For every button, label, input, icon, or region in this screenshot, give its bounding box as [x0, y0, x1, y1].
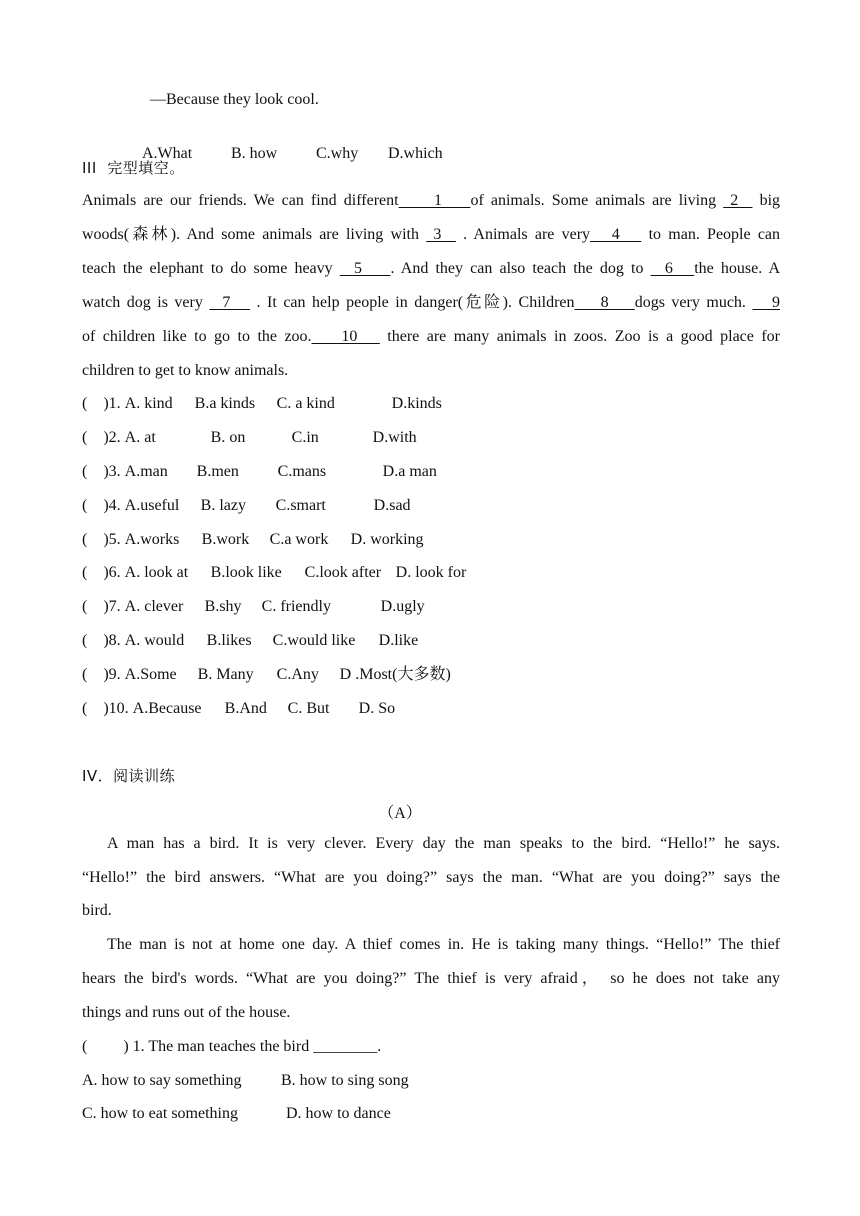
- question-number: ( )5.: [82, 531, 125, 548]
- reading-p1-line-1: A man has a bird. It is very clever. Every day the man speaks to the bird. “Hello!” he says.: [107, 835, 780, 852]
- option-c: C.why: [316, 145, 359, 162]
- option-d: D. So: [358, 700, 396, 717]
- question-8: [82, 631, 418, 651]
- option-d: D.kinds: [391, 395, 442, 412]
- option-a: A. how to say something: [82, 1072, 242, 1089]
- reading-q1-options-row-2: [82, 1104, 391, 1124]
- option-b: B.a kinds: [194, 395, 256, 412]
- option-d: D .Most(大多数): [339, 666, 451, 683]
- blank-7: 7: [209, 294, 250, 311]
- option-b: B. on: [210, 429, 246, 446]
- option-c: C. friendly: [261, 598, 331, 615]
- text: . Animals are very: [455, 226, 591, 243]
- question-2: [82, 428, 417, 448]
- question-number: ( )6.: [82, 564, 125, 581]
- question-10: [82, 699, 395, 719]
- question-number: ( )2.: [82, 429, 125, 446]
- text: of children like to go to the zoo.: [82, 328, 312, 345]
- option-d: D.with: [372, 429, 417, 446]
- reading-p2-line-2: hears the bird's words. “What are you doing?” The thief is very afraid， so he does not take any: [82, 970, 780, 987]
- option-a: A. look at: [124, 564, 189, 581]
- option-b: B.And: [224, 700, 267, 717]
- question-1: [82, 394, 442, 414]
- text: the house. A: [694, 260, 781, 277]
- option-c: C.a work: [269, 531, 329, 548]
- option-c: C. how to eat something: [82, 1105, 238, 1122]
- question-6: [82, 563, 466, 583]
- option-a: A.works: [124, 531, 180, 548]
- option-c: C. But: [287, 700, 330, 717]
- option-a: A. would: [124, 632, 185, 649]
- option-a: A. kind: [124, 395, 173, 412]
- option-c: C.mans: [277, 463, 327, 480]
- option-a: A. at: [124, 429, 156, 446]
- option-b: B. lazy: [200, 497, 246, 514]
- option-a: A.man: [124, 463, 168, 480]
- question-7: [82, 597, 425, 617]
- option-c: C.in: [291, 429, 319, 446]
- passage-line-4: [82, 293, 780, 313]
- passage-line-1: [82, 191, 780, 211]
- reading-q1-options-row-1: [82, 1071, 409, 1091]
- passage-line-3: [82, 259, 780, 279]
- reading-p2-line-3: things and runs out of the house.: [82, 1004, 291, 1021]
- option-b: B.look like: [210, 564, 282, 581]
- option-a: A.Because: [132, 700, 202, 717]
- passage-label: （A）: [378, 805, 422, 822]
- text: woods(森林). And some animals are living with: [82, 226, 427, 243]
- option-d: D.which: [388, 145, 443, 162]
- option-a: A. clever: [124, 598, 184, 615]
- reading-question-1: ( ) 1. The man teaches the bird ________.: [82, 1038, 382, 1055]
- option-c: C.smart: [275, 497, 326, 514]
- question-4: [82, 496, 411, 516]
- text: . It can help people in danger(危险). Children: [250, 294, 575, 311]
- blank-1: 1: [398, 192, 471, 209]
- question-3: [82, 462, 437, 482]
- question-number: ( )9.: [82, 666, 125, 683]
- reading-p1-line-2: “Hello!” the bird answers. “What are you doing?” says the man. “What are you doing?” says the: [82, 869, 780, 886]
- option-d: D. how to dance: [286, 1105, 391, 1122]
- option-a: A.useful: [124, 497, 180, 514]
- answer-line: —Because they look cool.: [150, 91, 319, 108]
- option-d: D.a man: [382, 463, 437, 480]
- blank-9: 9: [752, 294, 781, 311]
- option-c: C. a kind: [276, 395, 335, 412]
- question-number: ( )8.: [82, 632, 125, 649]
- option-d: D. working: [350, 531, 424, 548]
- option-a: A.Some: [124, 666, 177, 683]
- text: watch dog is very: [82, 294, 210, 311]
- option-d: D.like: [378, 632, 419, 649]
- blank-4: 4: [590, 226, 642, 243]
- text: . And they can also teach the dog to: [390, 260, 651, 277]
- blank-8: 8: [574, 294, 635, 311]
- section-3-title: III 完型填空。: [82, 159, 185, 177]
- blank-2: 2: [723, 192, 753, 209]
- question-number: ( )1.: [82, 395, 125, 412]
- option-b: B. how: [231, 145, 278, 162]
- text: teach the elephant to do some heavy: [82, 260, 340, 277]
- option-b: B.shy: [204, 598, 242, 615]
- reading-p2-line-1: The man is not at home one day. A thief comes in. He is taking many things. “Hello!” The thief: [107, 936, 780, 953]
- text: to man. People can: [641, 226, 781, 243]
- text: Animals are our friends. We can find different: [82, 192, 399, 209]
- blank-3: 3: [426, 226, 456, 243]
- blank-5: 5: [339, 260, 391, 277]
- reading-p1-line-3: bird.: [82, 902, 112, 919]
- text: there are many animals in zoos. Zoo is a good place for: [379, 328, 781, 345]
- text: of animals. Some animals are living: [470, 192, 724, 209]
- option-b: B. Many: [197, 666, 254, 683]
- option-c: C.look after: [304, 564, 382, 581]
- section-4-title: IV．阅读训练: [82, 767, 176, 785]
- question-number: ( )7.: [82, 598, 125, 615]
- passage-line-6: children to get to know animals.: [82, 362, 289, 379]
- option-d: D.sad: [373, 497, 411, 514]
- text: dogs very much.: [634, 294, 753, 311]
- option-d: D. look for: [395, 564, 467, 581]
- option-b: B.work: [201, 531, 250, 548]
- option-d: D.ugly: [380, 598, 425, 615]
- blank-6: 6: [650, 260, 695, 277]
- passage-line-2: [82, 225, 780, 245]
- question-5: [82, 530, 424, 550]
- option-c: C.would like: [272, 632, 356, 649]
- question-number: ( )4.: [82, 497, 125, 514]
- option-c: C.Any: [276, 666, 319, 683]
- option-a: A.What: [142, 145, 193, 162]
- text: big: [752, 192, 781, 209]
- option-b: B.likes: [206, 632, 252, 649]
- passage-line-5: [82, 327, 780, 347]
- blank-10: 10: [311, 328, 380, 345]
- question-number: ( )10.: [82, 700, 133, 717]
- question-number: ( )3.: [82, 463, 125, 480]
- option-b: B. how to sing song: [281, 1072, 409, 1089]
- question-9: [82, 665, 451, 685]
- option-b: B.men: [196, 463, 239, 480]
